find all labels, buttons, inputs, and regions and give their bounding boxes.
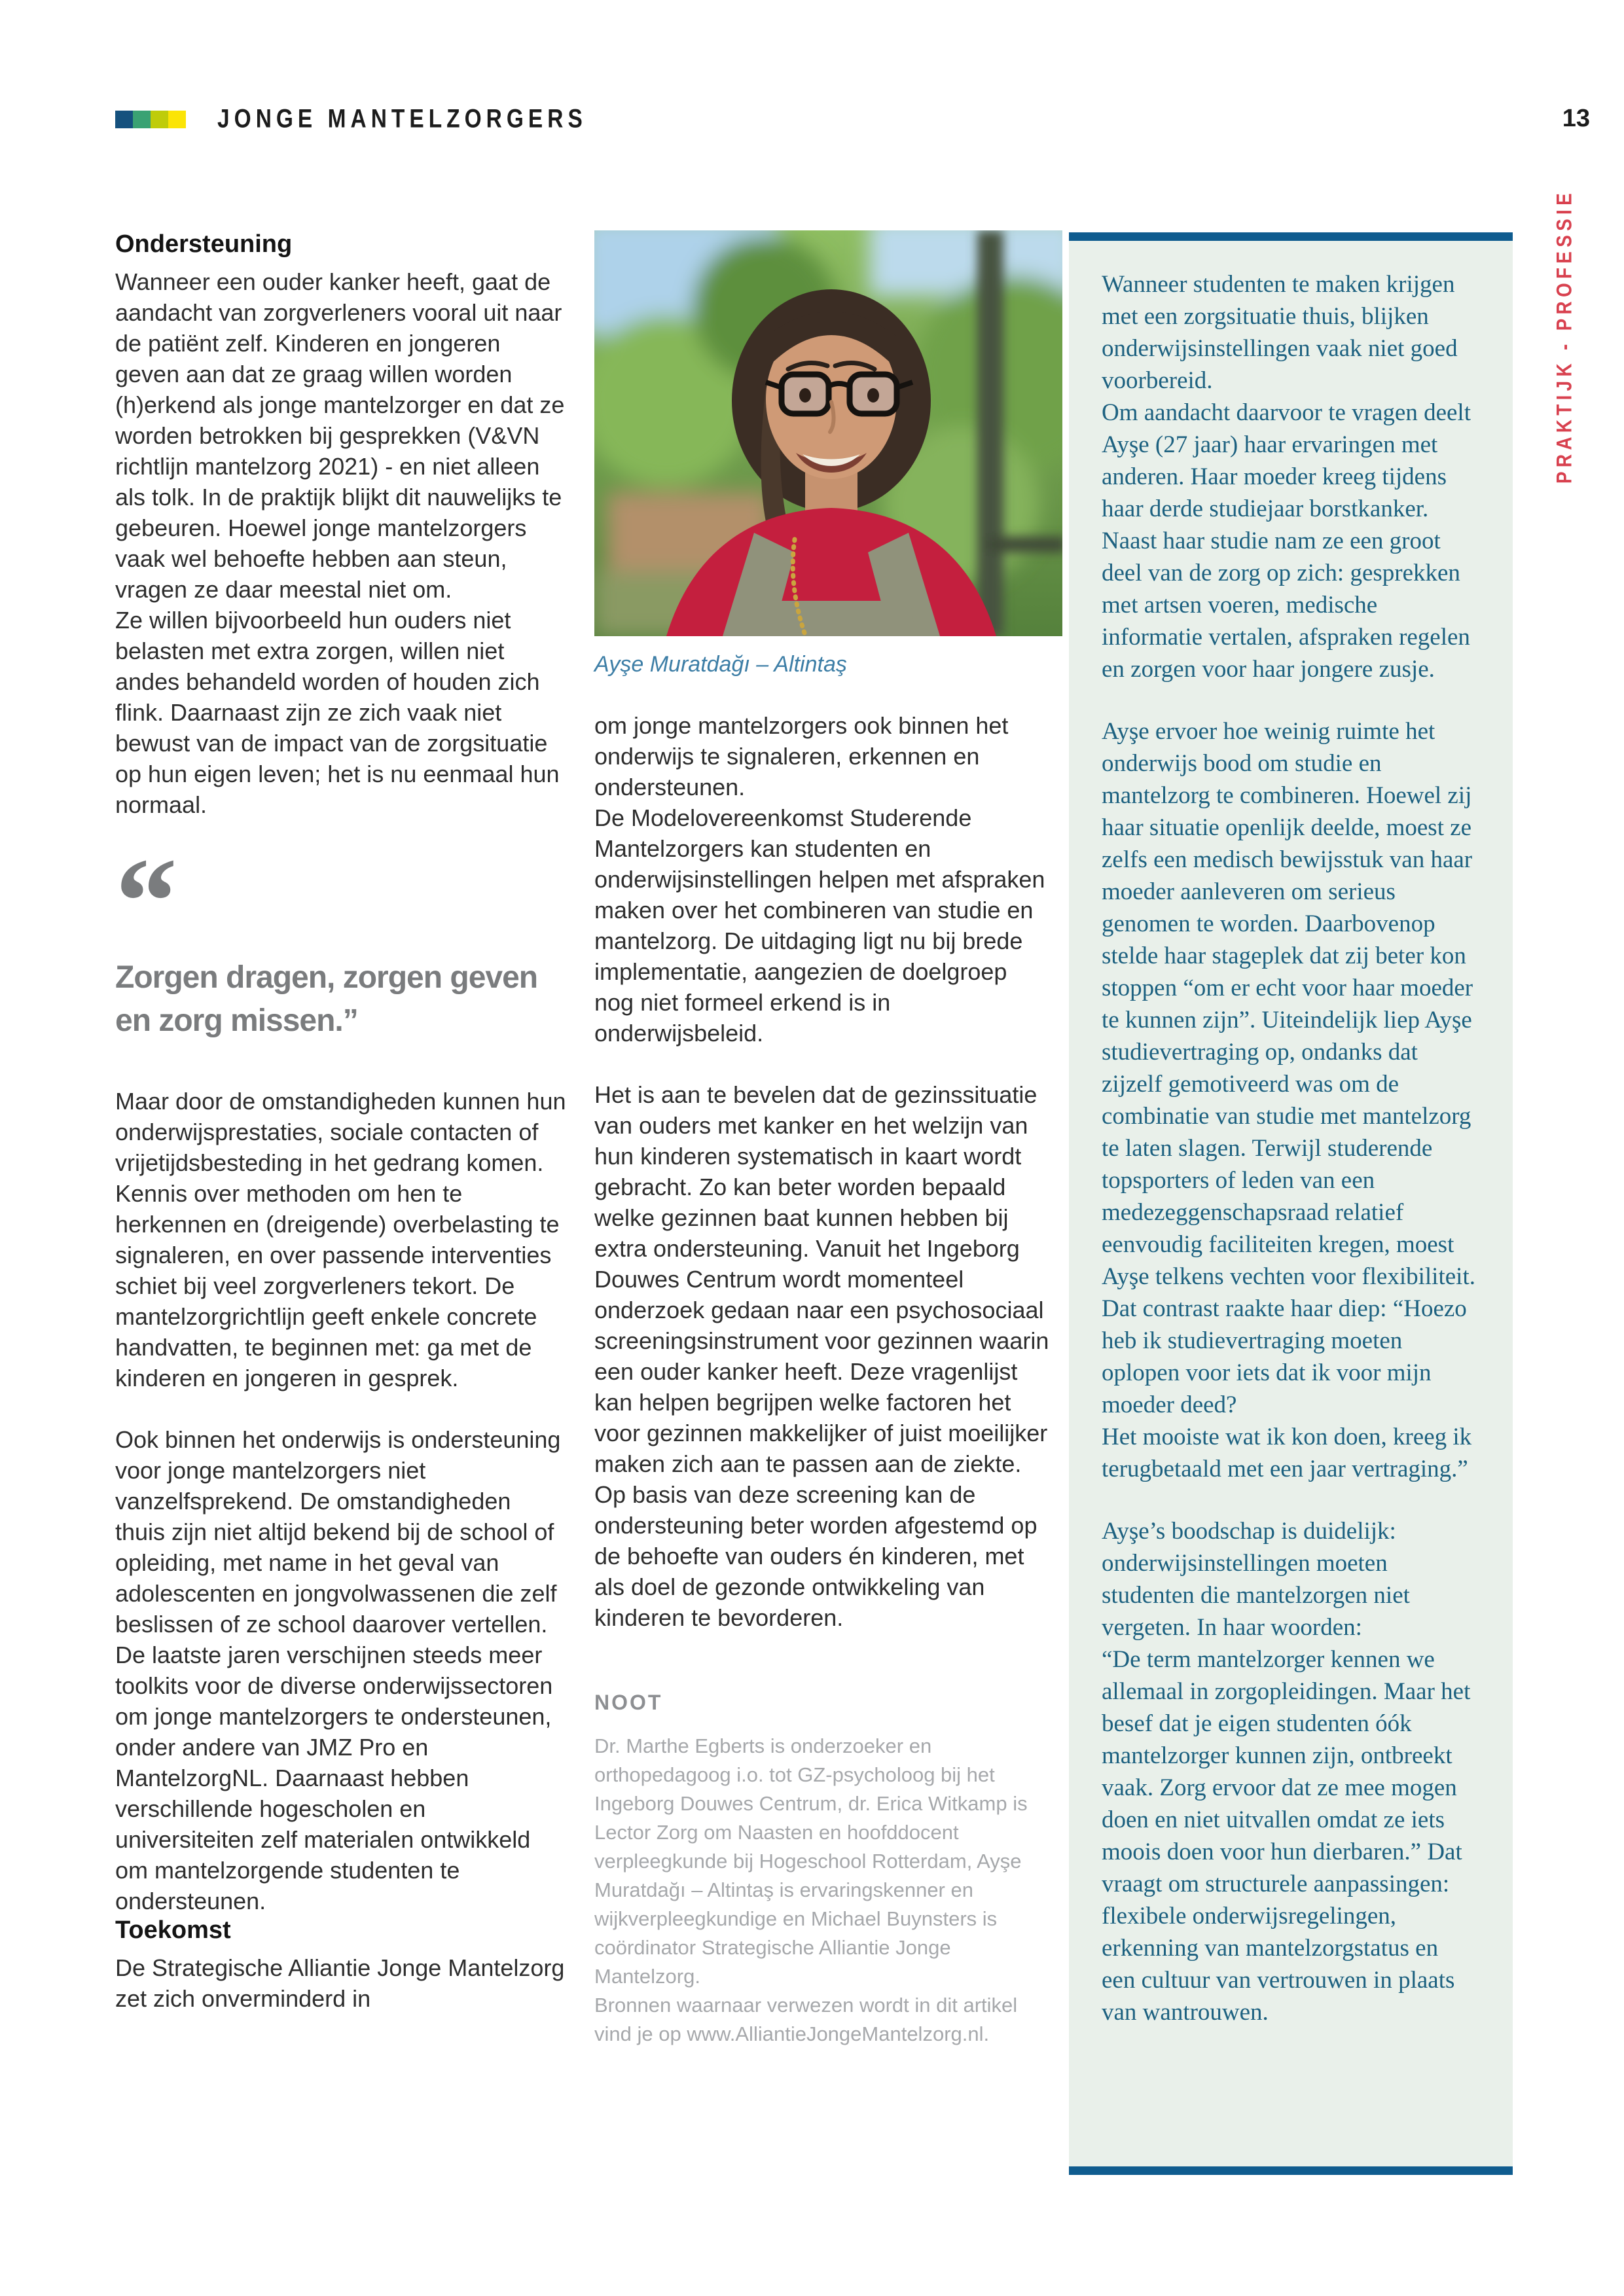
info-paragraph: Het mooiste wat ik kon doen, kreeg ik terugbetaald met een jaar vertraging.” xyxy=(1102,1424,1472,1482)
quote-mark-icon: “ xyxy=(115,833,172,971)
side-label: PRAKTIJK - PROFESSIE xyxy=(1552,189,1576,484)
paragraph: Wanneer een ouder kanker heeft, gaat de aandacht van zorgverleners vooral uit naar de patiënt zelf. Kinderen en jongeren geven aan dat ze graag willen worden (h)erkend als jonge mantelzorger en dat ze worden betrokken bij gesprekken (V&VN richtlijn mantelzorg 2021) - en niet alleen als tolk. In de praktijk blijkt dit nauwelijks te gebeuren. Hoewel jonge mantelzorgers vaak wel behoefte hebben aan steun, vragen ze daar meestal niet om. xyxy=(115,268,565,603)
section-kicker: JONGE MANTELZORGERS xyxy=(217,105,587,134)
paragraph: De Strategische Alliantie Jonge Mantelzorg zet zich onverminderd in xyxy=(115,1954,565,2012)
paragraph: Ze willen bijvoorbeeld hun ouders niet belasten met extra zorgen, willen niet andes behandeld worden of houden zich flink. Daarnaast zijn ze zich vaak niet bewust van de impact van de zorgsituatie op hun eigen leven; het is nu eenmaal hun normaal. xyxy=(115,607,560,818)
photo-caption: Ayşe Muratdağı – Altintaş xyxy=(594,652,847,677)
note-block xyxy=(594,1732,1053,2049)
logo-square-blue xyxy=(115,111,133,128)
logo-square-green xyxy=(133,111,151,128)
heading-toekomst: Toekomst xyxy=(115,1916,231,1944)
magazine-logo xyxy=(115,111,186,128)
left-column xyxy=(115,230,567,2014)
info-paragraph: Wanneer studenten te maken krijgen met een zorgsituatie thuis, blijken onderwijsinstellingen vaak niet goed voorbereid. xyxy=(1102,271,1458,394)
pull-quote-block xyxy=(115,833,567,1043)
logo-square-yellow xyxy=(168,111,186,128)
pull-quote: Zorgen dragen, zorgen geven en zorg missen.” xyxy=(115,960,538,1038)
side-label-wrap xyxy=(1552,189,1583,497)
paragraph: Het is aan te bevelen dat de gezinssituatie van ouders met kanker en het welzijn van hun kinderen systematisch in kaart wordt gebracht. Zo kan beter worden bepaald welke gezinnen baat kunnen hebben bij extra ondersteuning. Vanuit het Ingeborg Douwes Centrum wordt momenteel onderzoek gedaan naar een psychosociaal screeningsinstrument voor gezinnen waarin een ouder kanker heeft. Deze vragenlijst kan helpen begrijpen welke factoren het voor gezinnen makkelijker of juist moeilijker maken zich aan te passen aan de ziekte. xyxy=(594,1081,1049,1477)
paragraph: De Modelovereenkomst Studerende Mantelzorgers kan studenten en onderwijsinstellingen helpen met afspraken maken over het combineren van studie en mantelzorg. De uitdaging ligt nu bij brede implementatie, aangezien de doelgroep nog niet formeel erkend is in onderwijsbeleid. xyxy=(594,804,1045,1047)
page-number: 13 xyxy=(1562,105,1590,132)
noot-heading: NOOT xyxy=(594,1691,663,1714)
logo-square-lime xyxy=(151,111,168,128)
info-paragraph: Ayşe ervoer hoe weinig ruimte het onderwijs bood om studie en mantelzorg te combineren. Hoewel zij haar situatie openlijk deelde, moest ze zelfs een medisch bewijsstuk van haar moeder aanleveren om serieus genomen te worden. Daarbovenop stelde haar stageplek dat zij beter kon stoppen “om er echt voor haar moeder te kunnen zijn”. Uiteindelijk liep Ayşe studievertraging op, ondanks dat zijzelf gemotiveerd was om de combinatie van studie met mantelzorg te laten slagen. Terwijl studerende topsporters of leden van een medezeggenschapsraad relatief eenvoudig faciliteiten kregen, moest Ayşe telkens vechten voor flexibiliteit. Dat contrast raakte haar diep: “Hoezo heb ik studievertraging moeten oplopen voor iets dat ik voor mijn moeder deed? xyxy=(1102,718,1475,1418)
info-paragraph: Ayşe’s boodschap is duidelijk: onderwijsinstellingen moeten studenten die mantelzorgen niet vergeten. In haar woorden: xyxy=(1102,1518,1410,1641)
paragraph: Maar door de omstandigheden kunnen hun onderwijsprestaties, sociale contacten of vrijetijdsbesteding in het gedrang komen. Kennis over methoden om hen te herkennen en (dreigende) overbelasting te signaleren, en over passende interventies schiet bij veel zorgverleners tekort. De mantelzorgrichtlijn geeft enkele concrete handvatten, te beginnen met: ga met de kinderen en jongeren in gesprek. xyxy=(115,1088,566,1391)
note-text: Dr. Marthe Egberts is onderzoeker en orthopedagoog i.o. tot GZ-psycholoog bij het Ingeborg Douwes Centrum, dr. Erica Witkamp is Lector Zorg om Naasten en hoofddocent verpleegkunde bij Hogeschool Rotterdam, Ayşe Muratdağı – Altintaş is ervaringskenner en wijkverpleegkundige en Michael Buynsters is coördinator Strategische Alliantie Jonge Mantelzorg. xyxy=(594,1734,1028,1988)
info-box xyxy=(1069,232,1513,2175)
paragraph: Op basis van deze screening kan de ondersteuning beter worden afgestemd op de behoefte van ouders én kinderen, met als doel de gezonde ontwikkeling van kinderen te bevorderen. xyxy=(594,1481,1038,1631)
info-paragraph: Om aandacht daarvoor te vragen deelt Ayşe (27 jaar) haar ervaringen met anderen. Haar moeder kreeg tijdens haar derde studiejaar borstkanker. Naast haar studie nam ze een groot deel van de zorg op zich: gesprekken met artsen voeren, medische informatie vertalen, afspraken regelen en zorgen voor haar jongere zusje. xyxy=(1102,399,1471,683)
paragraph: Ook binnen het onderwijs is ondersteuning voor jonge mantelzorgers niet vanzelfsprekend. De omstandigheden thuis zijn niet altijd bekend bij de school of opleiding, met name in het geval van adolescenten en jongvolwassenen die zelf beslissen of ze school daarover vertellen. De laatste jaren verschijnen steeds meer toolkits voor de diverse onderwijssectoren om jonge mantelzorgers te ondersteunen, onder andere van JMZ Pro en MantelzorgNL. Daarnaast hebben verschillende hogescholen en universiteiten zelf materialen ontwikkeld om mantelzorgende studenten te ondersteunen. xyxy=(115,1426,561,1914)
info-paragraph: “De term mantelzorger kennen we allemaal in zorgopleidingen. Maar het besef dat je eigen studenten óók mantelzorger kunnen zijn, ontbreekt vaak. Zorg ervoor dat ze mee mogen doen en niet uitvallen omdat ze iets moois doen voor hun dierbaren.” Dat vraagt om structurele aanpassingen: flexibele onderwijsregelingen, erkenning van mantelzorgstatus en een cultuur van vertrouwen in plaats van wantrouwen. xyxy=(1102,1646,1471,2026)
photo-of-ayse xyxy=(594,230,1062,636)
paragraph: om jonge mantelzorgers ook binnen het onderwijs te signaleren, erkennen en ondersteunen. xyxy=(594,712,1009,800)
heading-ondersteuning: Ondersteuning xyxy=(115,230,293,258)
middle-column xyxy=(594,230,1053,2049)
note-text: Bronnen waarnaar verwezen wordt in dit artikel vind je op www.AlliantieJongeMantelzorg.nl. xyxy=(594,1994,1018,2045)
